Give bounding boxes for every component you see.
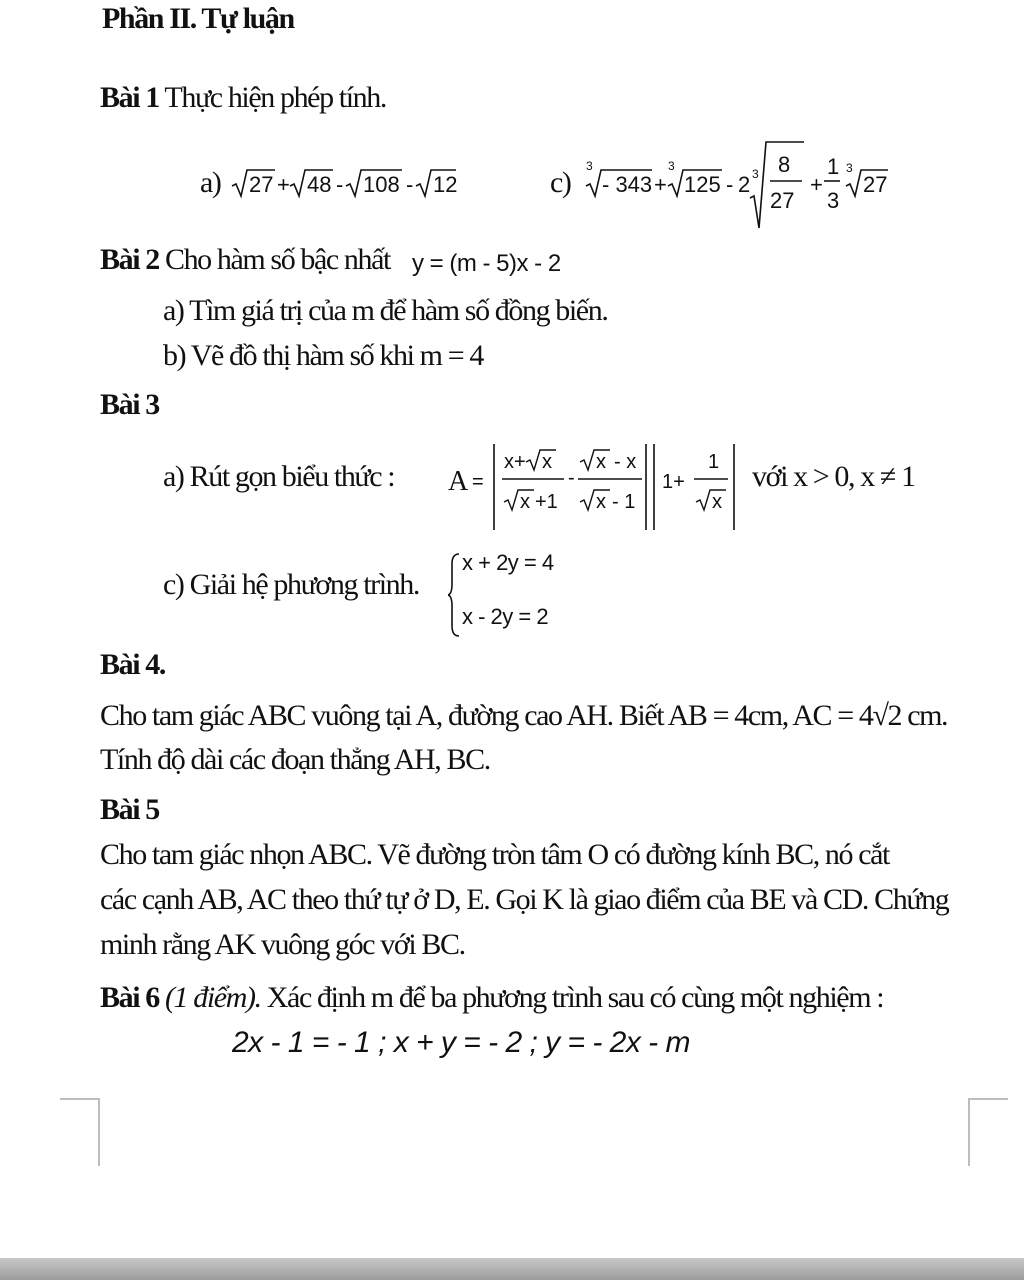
bai2-line [100, 245, 390, 275]
svg-text:=: = [472, 471, 484, 493]
bai3-a-expression [446, 440, 746, 535]
bai1-a-label: a) [200, 166, 221, 199]
bai6-title: Xác định m để ba phương trình sau có cùng một nghiệm : [266, 981, 884, 1014]
page-bottom-bar [0, 1258, 1024, 1280]
svg-text:+1: +1 [535, 491, 558, 513]
svg-text:+: + [277, 172, 290, 197]
svg-text:+: + [654, 172, 667, 197]
page-corner-mark-left [60, 1098, 100, 1166]
bai4-line-2: Tính độ dài các đoạn thẳng AH, BC. [100, 743, 490, 776]
svg-text:108: 108 [363, 172, 400, 197]
svg-text:125: 125 [684, 172, 721, 197]
svg-text:- 343: - 343 [602, 172, 653, 197]
svg-text:x: x [596, 451, 606, 473]
svg-text:1: 1 [708, 451, 720, 473]
svg-text:2: 2 [738, 172, 751, 197]
svg-text:3: 3 [827, 188, 840, 213]
bai6-line [100, 983, 883, 1013]
bai6-points: (1 điểm). [164, 981, 261, 1014]
system-eq-1: x + 2y = 4 [462, 550, 554, 575]
svg-text:x: x [712, 491, 722, 513]
bai5-heading: Bài 5 [100, 793, 159, 826]
bai1-line [100, 83, 386, 113]
svg-text:-: - [336, 172, 344, 197]
svg-text:x: x [596, 491, 606, 513]
bai3-a-condition: với x > 0, x ≠ 1 [752, 460, 915, 493]
bai3-a-label: a) Rút gọn biểu thức : [163, 460, 395, 493]
svg-text:- 1: - 1 [612, 491, 636, 513]
bai5-line-3: minh rằng AK vuông góc với BC. [100, 928, 465, 961]
bai5-line-1: Cho tam giác nhọn ABC. Vẽ đường tròn tâm O có đường kính BC, nó cắt [100, 838, 889, 871]
bai2-title: Cho hàm số bậc nhất [164, 243, 390, 276]
bai5-line-2: các cạnh AB, AC theo thứ tự ở D, E. Gọi K là giao điểm của BE và CD. Chứng [100, 883, 949, 916]
svg-text:+: + [810, 172, 823, 197]
svg-text:- x: - x [614, 451, 637, 473]
svg-text:48: 48 [307, 172, 332, 197]
system-brace [448, 552, 458, 636]
svg-text:3: 3 [846, 161, 853, 175]
bai4-line-1: Cho tam giác ABC vuông tại A, đường cao AH. Biết AB = 4cm, AC = 4√2 cm. [100, 699, 948, 732]
bai2-part-a: a) Tìm giá trị của m để hàm số đồng biến. [163, 294, 608, 327]
svg-text:x: x [520, 491, 530, 513]
page-corner-mark-right [968, 1098, 1008, 1166]
svg-text:27: 27 [249, 172, 274, 197]
svg-text:3: 3 [668, 159, 675, 173]
svg-text:-: - [568, 467, 575, 489]
bai1-a-expression [230, 158, 460, 202]
bai4-heading: Bài 4. [100, 648, 165, 681]
svg-text:3: 3 [586, 159, 593, 173]
bai1-c-expression [580, 140, 900, 235]
svg-text:x: x [542, 451, 552, 473]
bai6-heading: Bài 6 [100, 981, 159, 1014]
bai2-function: y = (m - 5)x - 2 [412, 250, 561, 277]
svg-text:-: - [406, 172, 414, 197]
svg-text:1+: 1+ [662, 471, 685, 493]
bai1-title: Thực hiện phép tính. [164, 81, 386, 114]
svg-text:A: A [448, 466, 469, 497]
bai3-heading: Bài 3 [100, 388, 159, 421]
system-eq-2: x - 2y = 2 [462, 604, 549, 629]
svg-text:-: - [726, 172, 734, 197]
svg-text:3: 3 [752, 167, 759, 181]
bai2-heading: Bài 2 [100, 243, 159, 276]
bai1-heading: Bài 1 [100, 81, 159, 114]
svg-text:x+: x+ [504, 451, 526, 473]
bai2-part-b: b) Vẽ đồ thị hàm số khi m = 4 [163, 339, 483, 372]
svg-text:27: 27 [863, 172, 888, 197]
bai1-c-label: c) [550, 166, 571, 199]
bai6-equations: 2x - 1 = - 1 ; x + y = - 2 ; y = - 2x - m [232, 1026, 690, 1059]
svg-text:1: 1 [827, 154, 840, 179]
bai3-c-label: c) Giải hệ phương trình. [163, 568, 419, 601]
svg-text:8: 8 [778, 152, 791, 177]
section-title: Phần II. Tự luận [102, 2, 294, 35]
svg-text:27: 27 [770, 188, 795, 213]
svg-text:12: 12 [433, 172, 458, 197]
